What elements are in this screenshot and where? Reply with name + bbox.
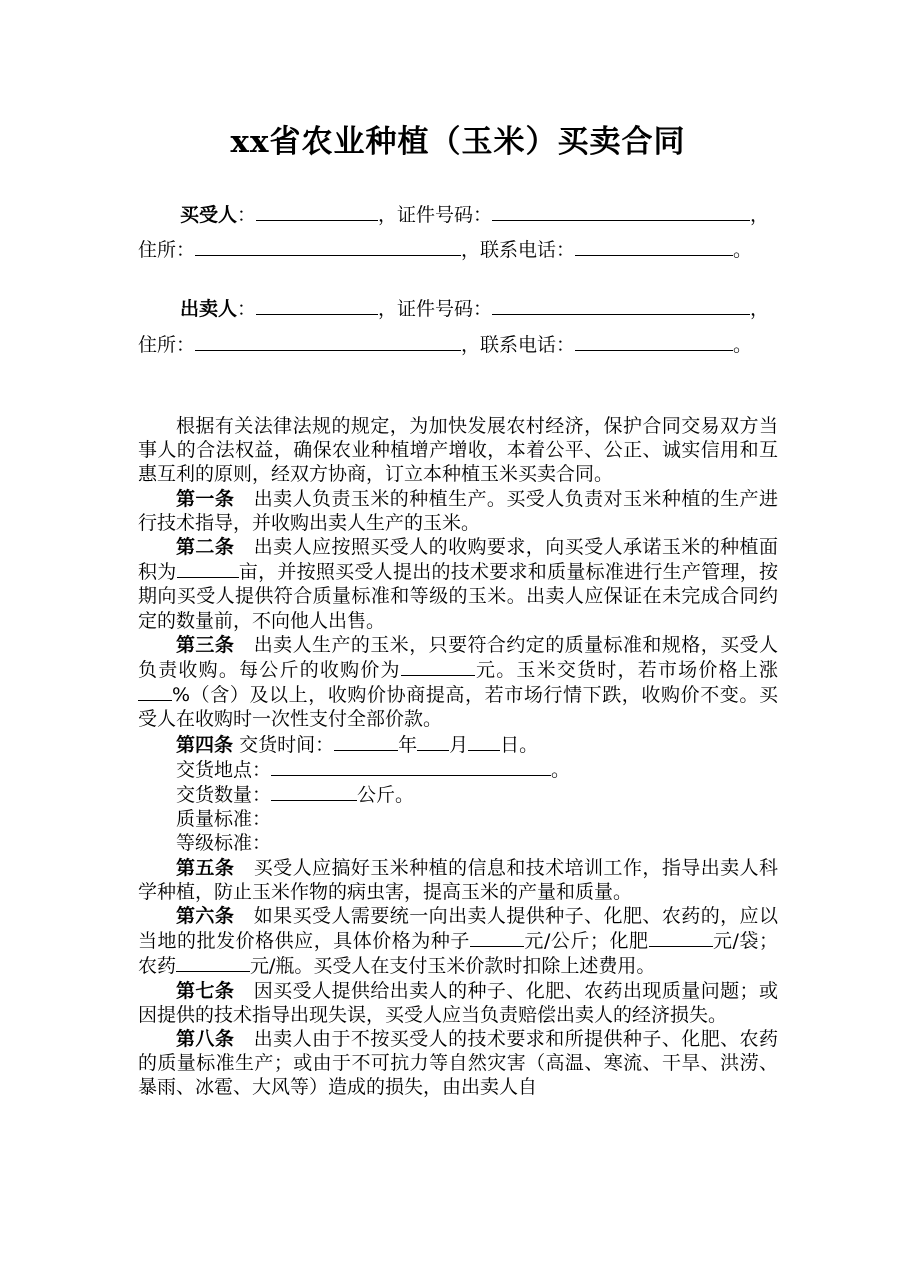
delivery-month-blank xyxy=(417,732,449,751)
purchase-price-blank xyxy=(401,657,475,676)
article-4: 第四条 交货时间： 年 月 日。 xyxy=(176,733,539,756)
delivery-qty-line: 交货数量： 公斤。 xyxy=(176,784,415,807)
article-7-heading: 第七条 xyxy=(176,979,235,1002)
price-rise-percent-blank xyxy=(138,682,172,701)
delivery-qty-blank xyxy=(271,782,357,801)
article-4-heading: 第四条 xyxy=(176,733,234,756)
buyer-name-blank xyxy=(256,202,378,221)
article-3: 第三条 出卖人生产的玉米，只要符合约定的质量标准和规格，买受人负责收购。每公斤的收购价为 元。玉米交货时，若市场价格上涨%（含）及以上，收购价协商提高，若市场行情下跌，收购价不变。买受人在收购时一次性支付全部价款。 xyxy=(138,633,778,731)
buyer-line-1: 买受人： ，证件号码： ， xyxy=(180,204,770,226)
buyer-role-label: 买受人 xyxy=(180,204,238,226)
buyer-address-label: 住所： xyxy=(138,239,196,261)
buyer-phone-label: ，联系电话： xyxy=(461,239,576,261)
document-title: xx省农业种植（玉米）买卖合同 xyxy=(230,124,686,160)
seller-id-label: ，证件号码： xyxy=(378,298,493,320)
seller-address-blank xyxy=(195,332,461,351)
seller-name-blank xyxy=(256,296,378,315)
seed-price-blank xyxy=(470,928,524,947)
delivery-place-line: 交货地点： 。 xyxy=(176,758,571,781)
article-3-heading: 第三条 xyxy=(176,633,235,656)
buyer-phone-blank xyxy=(575,237,733,256)
buyer-id-label: ，证件号码： xyxy=(378,204,493,226)
article-8-heading: 第八条 xyxy=(176,1028,235,1051)
contract-body xyxy=(138,414,778,1100)
delivery-place-blank xyxy=(271,757,551,776)
buyer-address-blank xyxy=(195,237,461,256)
article-8: 第八条 出卖人由于不按买受人的技术要求和所提供种子、化肥、农药的质量标准生产；或由于不可抗力等自然灾害（高温、寒流、干旱、洪涝、暴雨、冰雹、大风等）造成的损失，由出卖人自 xyxy=(138,1028,778,1099)
buyer-line-2: 住所： ，联系电话： 。 xyxy=(138,239,753,261)
delivery-year-blank xyxy=(334,732,398,751)
seller-id-blank xyxy=(492,296,750,315)
quality-standard-line: 质量标准： xyxy=(176,808,272,831)
delivery-day-blank xyxy=(468,732,500,751)
article-1-heading: 第一条 xyxy=(176,487,235,510)
seller-line-2: 住所： ，联系电话： 。 xyxy=(138,334,753,356)
planting-area-blank xyxy=(177,559,239,578)
article-2: 第二条 出卖人应按照买受人的收购要求，向买受人承诺玉米的种植面积为 亩，并按照买受人提出的技术要求和质量标准进行生产管理，按期向买受人提供符合质量标准和等级的玉米。出卖人应保证在未完成合同约定的数量前，不向他人出售。 xyxy=(138,536,778,632)
seller-phone-label: ，联系电话： xyxy=(461,334,576,356)
seller-address-label: 住所： xyxy=(138,334,196,356)
article-2-heading: 第二条 xyxy=(176,536,235,559)
pesticide-price-blank xyxy=(176,953,250,972)
article-1: 第一条 出卖人负责玉米的种植生产。买受人负责对玉米种植的生产进行技术指导，并收购出卖人生产的玉米。 xyxy=(138,487,778,534)
article-5-heading: 第五条 xyxy=(176,856,235,879)
seller-line-1: 出卖人： ，证件号码： ， xyxy=(180,298,770,320)
fertilizer-price-blank xyxy=(649,928,713,947)
buyer-id-blank xyxy=(492,202,750,221)
seller-phone-blank xyxy=(575,332,733,351)
article-5: 第五条 买受人应搞好玉米种植的信息和技术培训工作，指导出卖人科学种植，防止玉米作物的病虫害，提高玉米的产量和质量。 xyxy=(138,856,778,903)
article-7: 第七条 因买受人提供给出卖人的种子、化肥、农药出现质量问题；或因提供的技术指导出现失误，买受人应当负责赔偿出卖人的经济损失。 xyxy=(138,979,778,1026)
seller-role-label: 出卖人 xyxy=(180,298,238,320)
grade-standard-line: 等级标准： xyxy=(176,832,272,855)
preamble: 根据有关法律法规的规定，为加快发展农村经济，保护合同交易双方当事人的合法权益，确保农业种植增产增收，本着公平、公正、诚实信用和互惠互利的原则，经双方协商，订立本种植玉米买卖合同。 xyxy=(138,415,778,486)
article-6: 第六条 如果买受人需要统一向出卖人提供种子、化肥、农药的，应以当地的批发价格供应，具体价格为种子 元/公斤；化肥 元/袋；农药 元/瓶。买受人在支付玉米价款时扣除上述费用。 xyxy=(138,905,778,978)
article-6-heading: 第六条 xyxy=(176,905,235,928)
